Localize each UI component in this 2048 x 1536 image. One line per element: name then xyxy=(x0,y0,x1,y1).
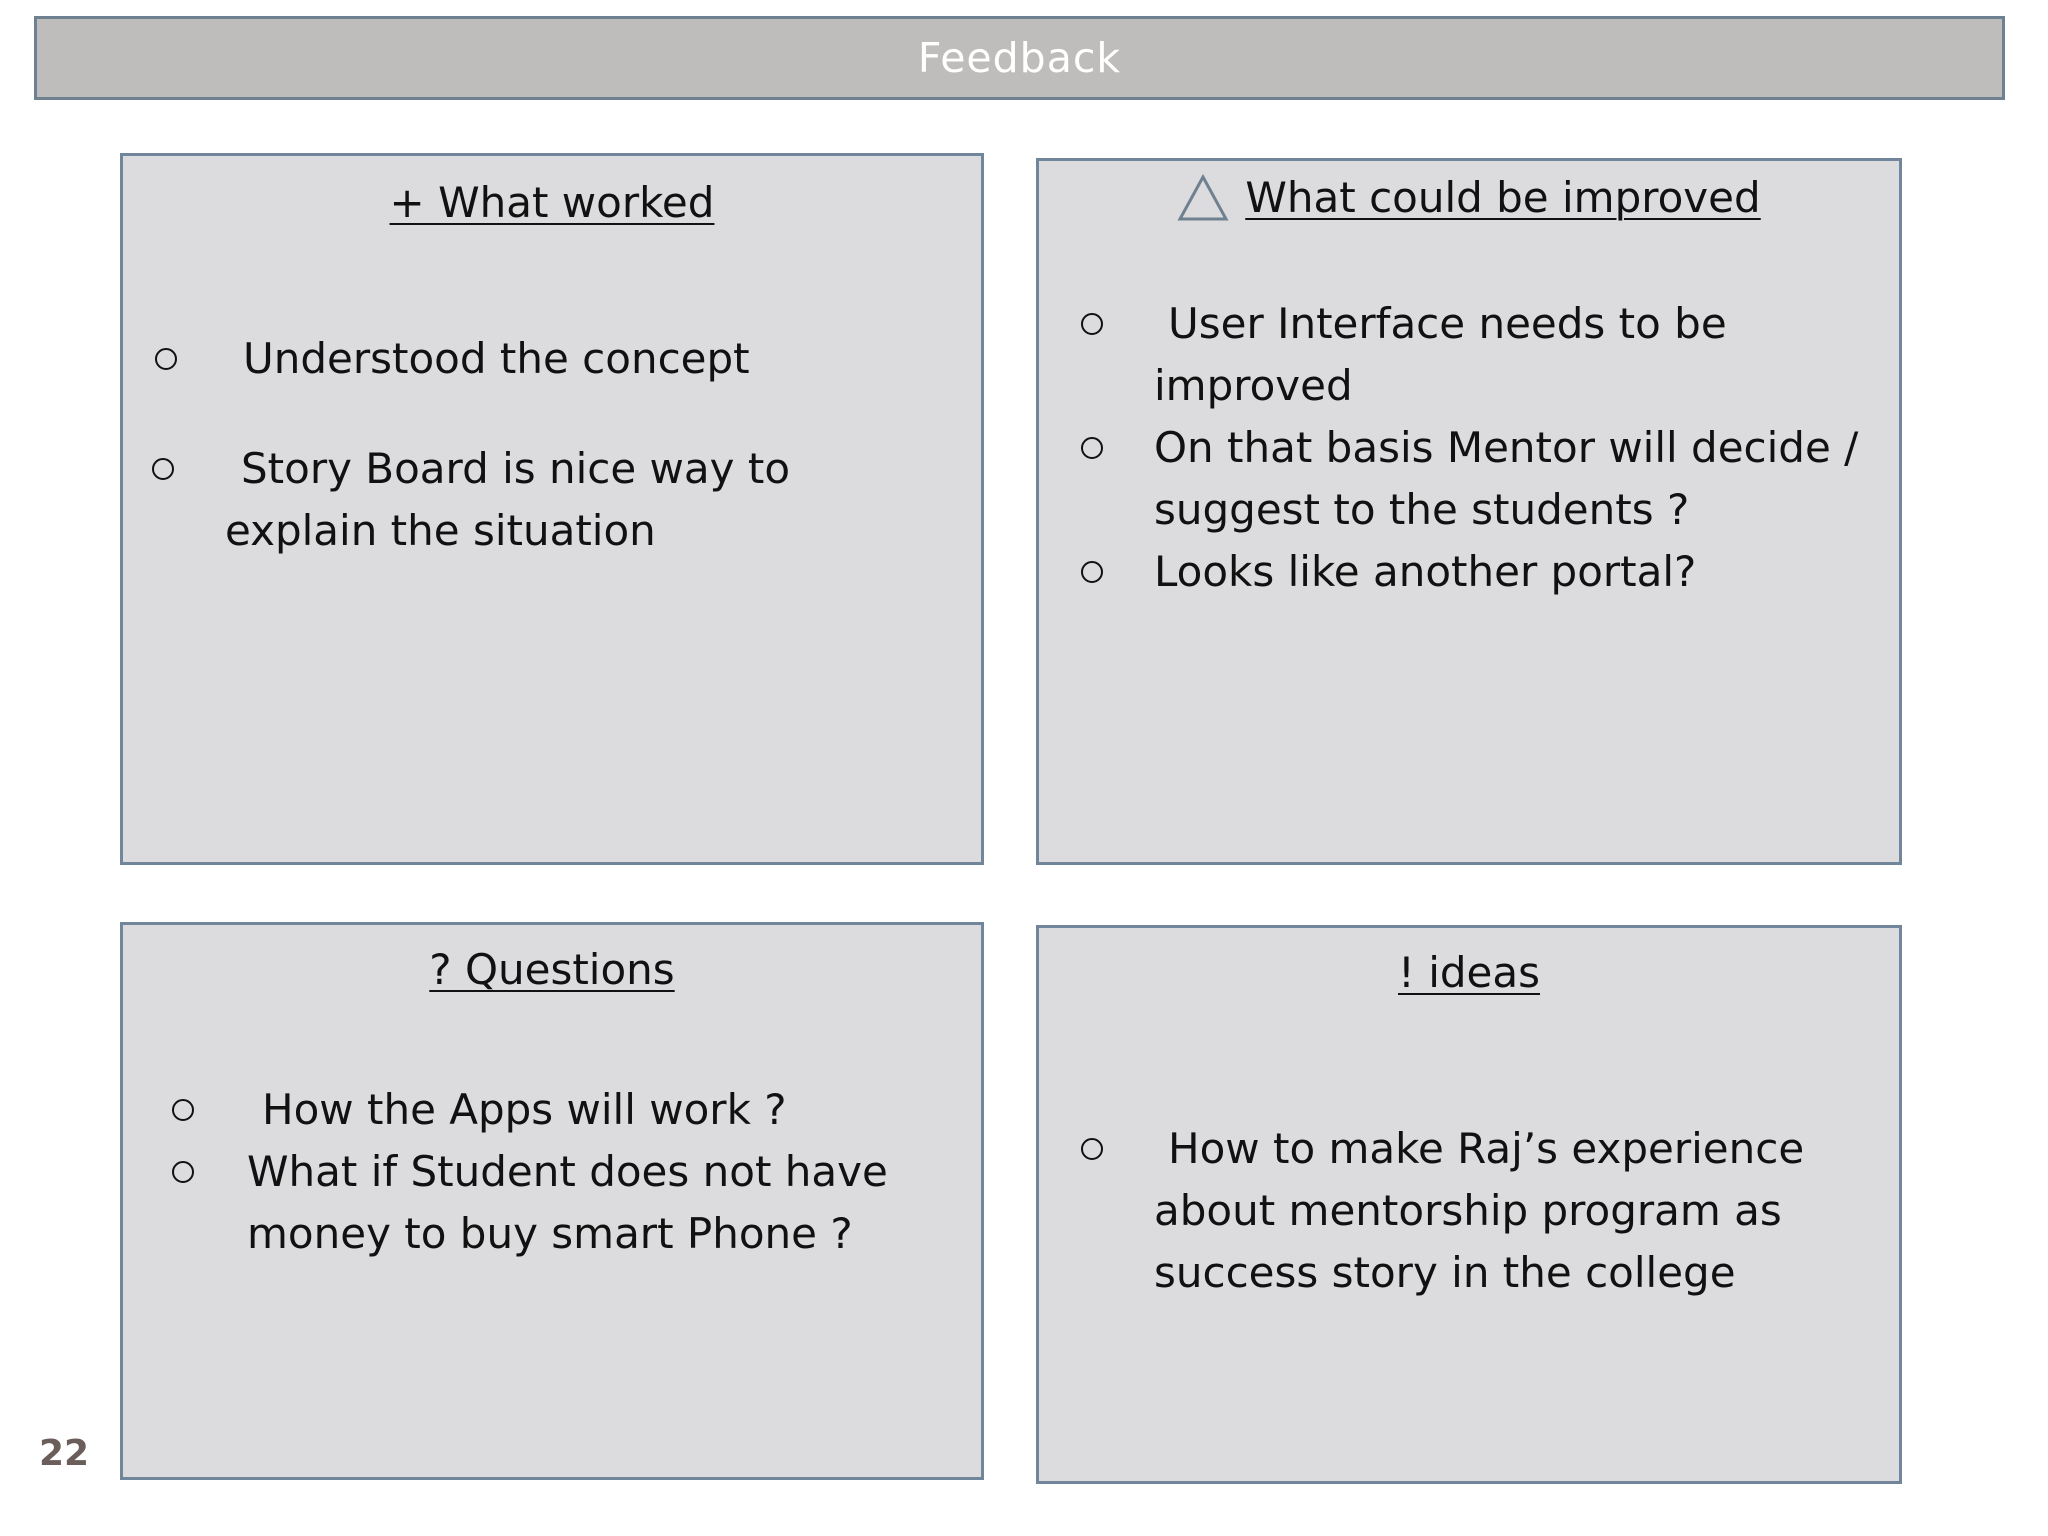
bullet-circle-icon xyxy=(172,1161,194,1183)
bullet-circle-icon xyxy=(172,1099,194,1121)
what-worked-item-2: Story Board is nice way to explain the situation xyxy=(225,444,791,555)
improved-item-3: Looks like another portal? xyxy=(1154,547,1697,596)
ideas-panel xyxy=(1036,925,1902,1484)
bullet-circle-icon xyxy=(152,458,174,480)
what-could-be-improved-title: What could be improved xyxy=(1245,173,1761,222)
page-number: 22 xyxy=(39,1433,90,1474)
what-could-be-improved-panel xyxy=(1036,158,1902,865)
what-worked-title: + What worked xyxy=(389,178,715,227)
bullet-circle-icon xyxy=(1081,1138,1103,1160)
improved-item-2: On that basis Mentor will decide / suggest to the students ? xyxy=(1154,423,1859,534)
questions-title: ? Questions xyxy=(429,945,675,994)
bullet-circle-icon xyxy=(1081,437,1103,459)
what-worked-panel xyxy=(120,153,984,865)
questions-item-2: What if Student does not have money to buy smart Phone ? xyxy=(247,1147,888,1258)
what-worked-item-1: Understood the concept xyxy=(243,334,750,383)
questions-panel xyxy=(120,922,984,1480)
slide-title: Feedback xyxy=(917,34,1122,82)
bullet-circle-icon xyxy=(1081,561,1103,583)
improved-item-1: User Interface needs to be improved xyxy=(1154,299,1727,410)
triangle-outline-icon xyxy=(1177,174,1229,222)
slide-header xyxy=(34,16,2005,100)
bullet-circle-icon xyxy=(1081,313,1103,335)
ideas-item-1: How to make Raj’s experience about mentorship program as success story in the college xyxy=(1154,1124,1805,1297)
what-could-be-improved-title-row xyxy=(1039,173,1899,222)
questions-item-1: How the Apps will work ? xyxy=(262,1085,787,1134)
bullet-circle-icon xyxy=(155,348,177,370)
ideas-title: ! ideas xyxy=(1398,948,1540,997)
